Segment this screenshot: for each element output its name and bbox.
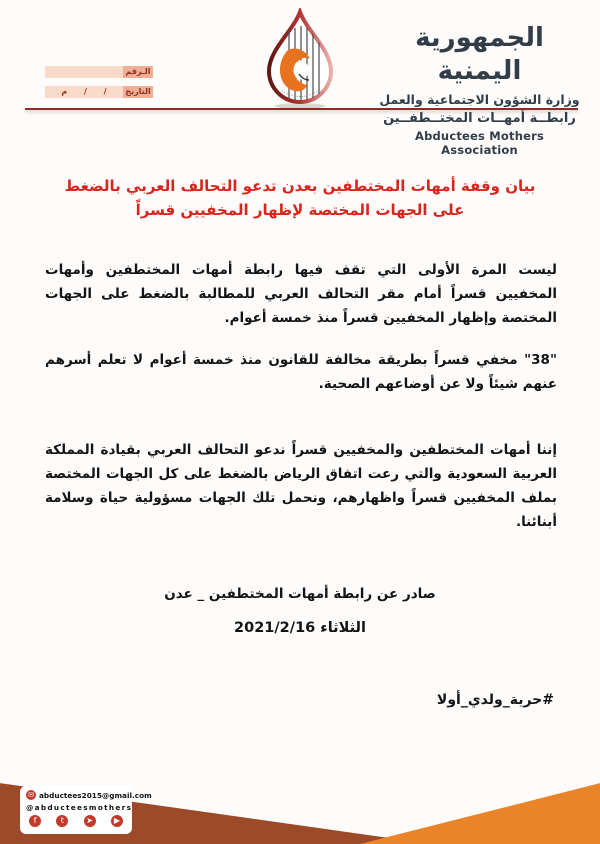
statement-title: بيان وقفة أمهات المختطفين بعدن تدعو التحالف العربي بالضغط على الجهات المختصة لإظهار المخفيين قسراً: [64, 177, 536, 219]
letterhead: [377, 22, 582, 157]
email-address: abductees2015@gmail.com: [39, 790, 152, 800]
association-name-english: Abductees Mothers Association: [414, 129, 545, 157]
reference-fields: [45, 66, 153, 106]
issued-by-line: صادر عن رابطة أمهات المختطفين _ عدن: [164, 586, 436, 602]
number-field-row: [45, 66, 153, 78]
facebook-icon: f: [29, 815, 41, 827]
teardrop-logo-icon: [255, 8, 345, 110]
twitter-icon: t: [56, 815, 68, 827]
email-row: [26, 790, 152, 800]
number-field-value: [45, 66, 123, 78]
statement-paragraph-3: إننا أمهات المختطفين والمخفيين قسراً ندعو التحالف العربي بقيادة المملكة العربية السعودية والتي رعت اتفاق الرياض بالضغط على كل الجهات المختصة بملف المخفيين قسراً واظهارهم، ونحمل تلك الجهات مسؤولية حياة وسلامة أبنائنا.: [45, 442, 557, 531]
contact-card: [20, 786, 152, 834]
association-logo: [255, 8, 345, 110]
association-name-arabic: رابطــة أمهــات المختــطفــين: [383, 111, 576, 126]
statement-paragraph-2: "38" مخفي قسراً بطريقة مخالفة للقانون منذ خمسة أعوام لا تعلم أسرهم عنهم شيئاً ولا عن أوضاعهم الصحية.: [45, 352, 557, 393]
email-icon: ✉: [26, 790, 36, 800]
date-field-value: / / م: [45, 86, 123, 98]
date-field-row: [45, 86, 153, 98]
number-field-label: الـرقم: [123, 66, 153, 78]
statement-date: الثلاثاء 2021/2/16: [234, 620, 366, 636]
ministry-name: وزارة الشؤون الاجتماعية والعمل: [379, 92, 580, 107]
header-divider-line: [25, 108, 578, 110]
country-name-calligraphy: الجمهورية اليمنية: [415, 23, 544, 86]
telegram-icon: ➤: [84, 815, 96, 827]
social-icons-row: [26, 815, 126, 827]
campaign-hashtag: #حرية_ولدي_أولا: [436, 692, 554, 708]
footer: [0, 774, 600, 844]
date-field-label: التاريخ: [123, 86, 153, 98]
youtube-icon: ▶: [111, 815, 123, 827]
social-handle: @abducteesmothers: [26, 802, 133, 812]
statement-paragraph-1: ليست المرة الأولى التي تقف فيها رابطة أمهات المختطفين وأمهات المخفيين قسراً أمام مقر التحالف العربي للمطالبة بالضغط على الجهات المختصة وإظهار المخفيين قسراً منذ خمسة أعوام.: [45, 262, 557, 327]
